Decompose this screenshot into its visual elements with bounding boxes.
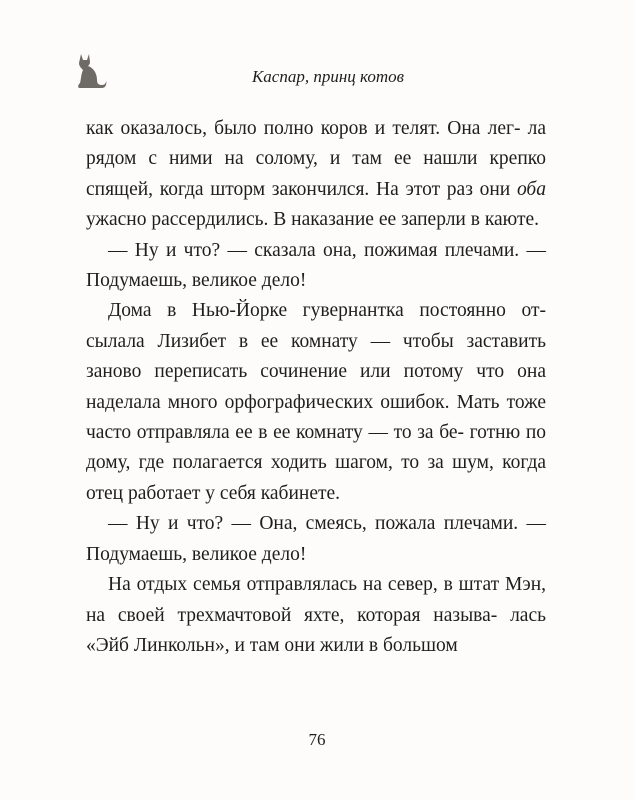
body-text	[86, 114, 546, 661]
text-line: сылала Лизибет в ее комнату — чтобы заставить	[86, 330, 546, 352]
text-line: как оказалось, было полно коров и телят. Она лег-	[86, 118, 521, 139]
text-line: ла рядом с ними на солому, и там ее нашли крепко	[86, 118, 546, 170]
text-line: каюте.	[484, 209, 540, 231]
paragraph-new-york	[86, 296, 546, 509]
text-line: Дома в Нью-Йорке гувернантка постоянно от-	[108, 300, 546, 322]
text-line: наделала много орфографических ошибок. Мать	[86, 391, 500, 413]
paragraph-vacation	[86, 570, 546, 661]
text-line: спящей, когда шторм закончился. На этот раз они	[86, 178, 511, 200]
text-fragment: ужасно рассердились. В наказание ее заперли в	[86, 209, 480, 231]
text-line: — Ну и что? — Она, смеясь, пожала плечами. —	[108, 513, 546, 535]
text-line: Подумаешь, великое дело!	[86, 270, 307, 292]
cat-icon	[72, 52, 108, 90]
emphasis-word: оба	[516, 178, 546, 200]
text-line: тоже часто отправляла ее в ее комнату — то за бе-	[86, 391, 546, 444]
text-line: шум, когда отец работает у себя кабинете.	[86, 452, 547, 504]
text-line: готню по дому, где полагается ходить шагом, то за	[86, 422, 547, 474]
text-line: Подумаешь, великое дело!	[86, 543, 307, 565]
page-number: 76	[308, 730, 326, 749]
paragraph-continued	[86, 114, 546, 236]
text-line: На отдых семья отправлялась на север, в штат	[108, 574, 500, 596]
running-title: Каспар, принц котов	[252, 67, 404, 86]
text-line: — Ну и что? — сказала она, пожимая плечами. —	[108, 239, 546, 261]
text-line: Мэн, на своей трехмачтовой яхте, которая называ-	[86, 574, 547, 626]
paragraph-dialogue-2	[86, 509, 546, 570]
text-line: заново переписать сочинение или потому что она	[86, 361, 546, 383]
text-line: лась «Эйб Линкольн», и там они жили в большом	[86, 604, 546, 656]
paragraph-dialogue-1	[86, 236, 546, 297]
